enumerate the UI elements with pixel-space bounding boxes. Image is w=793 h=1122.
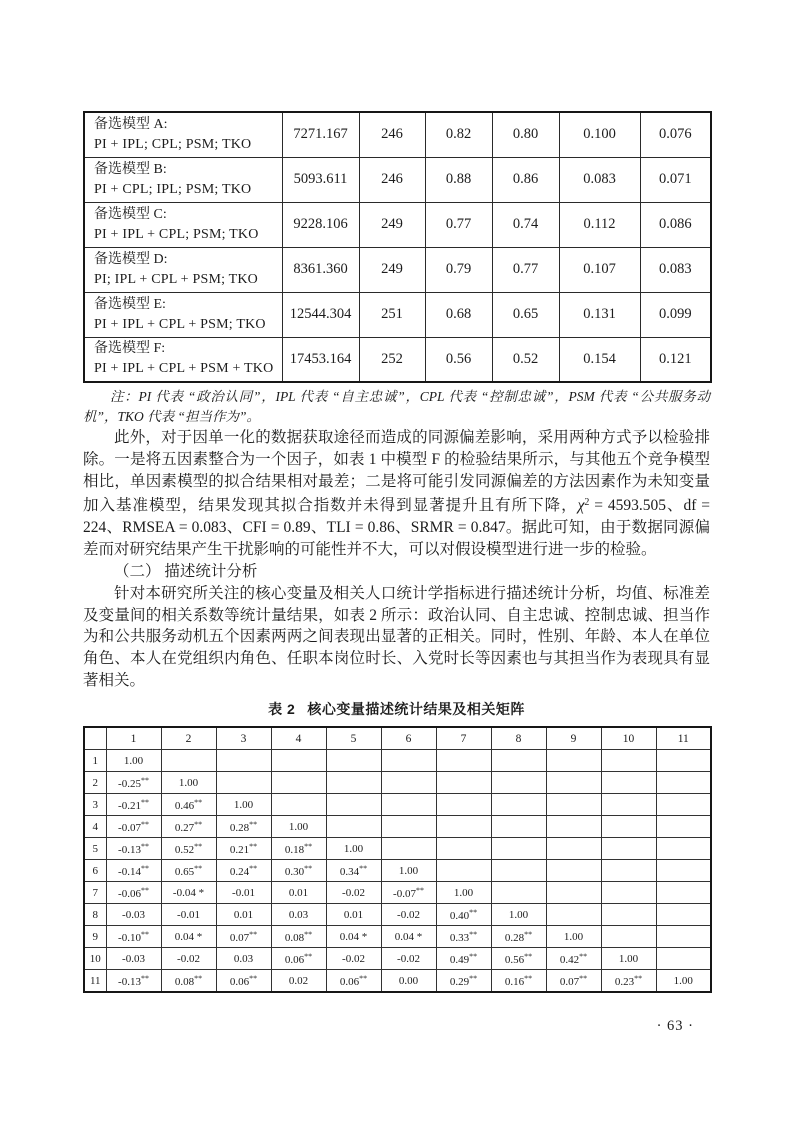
fit-stat-cell: 0.107 bbox=[559, 247, 640, 292]
correlation-cell: 0.04 * bbox=[326, 926, 381, 948]
model-label: 备选模型 B: bbox=[94, 161, 167, 177]
correlation-cell: 0.18** bbox=[271, 838, 326, 860]
fit-stat-cell: 0.56 bbox=[425, 337, 492, 382]
model-label: 备选模型 F: bbox=[94, 341, 166, 357]
model-fit-table-body bbox=[84, 112, 711, 382]
correlation-cell: 1.00 bbox=[271, 816, 326, 838]
correlation-cell: -0.04 * bbox=[161, 882, 216, 904]
correlation-cell: 0.06** bbox=[326, 970, 381, 992]
correlation-table-body bbox=[84, 750, 711, 992]
significance-marker: ** bbox=[249, 929, 258, 939]
correlation-row-header: 5 bbox=[84, 838, 106, 860]
model-spec: PI + IPL + CPL + PSM + TKO bbox=[94, 361, 274, 377]
correlation-cell: -0.07** bbox=[381, 882, 436, 904]
correlation-row-header: 8 bbox=[84, 904, 106, 926]
fit-stat-cell: 0.071 bbox=[640, 157, 711, 202]
model-label: 备选模型 C: bbox=[94, 206, 167, 222]
correlation-cell bbox=[601, 816, 656, 838]
correlation-cell: 1.00 bbox=[491, 904, 546, 926]
correlation-cell: 0.40** bbox=[436, 904, 491, 926]
correlation-cell: 0.52** bbox=[161, 838, 216, 860]
correlation-cell bbox=[656, 750, 711, 772]
correlation-cell: -0.02 bbox=[381, 904, 436, 926]
significance-marker: ** bbox=[359, 973, 368, 983]
fit-stat-cell: 0.076 bbox=[640, 112, 711, 157]
model-spec: PI + IPL + CPL + PSM; TKO bbox=[94, 316, 266, 332]
significance-marker: ** bbox=[249, 819, 258, 829]
model-name-cell bbox=[84, 202, 282, 247]
fit-stat-cell: 0.154 bbox=[559, 337, 640, 382]
paragraph-method-bias bbox=[83, 427, 710, 561]
correlation-cell: -0.03 bbox=[106, 904, 161, 926]
correlation-cell: 0.08** bbox=[161, 970, 216, 992]
correlation-cell: 0.65** bbox=[161, 860, 216, 882]
fit-stat-cell: 5093.611 bbox=[282, 157, 359, 202]
correlation-cell: 0.46** bbox=[161, 794, 216, 816]
significance-marker: ** bbox=[194, 797, 203, 807]
table2-title-label: 表 2 bbox=[268, 700, 296, 717]
table-note: 注：PI 代表 “政治认同”，IPL 代表 “自主忠诚”，CPL 代表 “控制忠诚”，PSM 代表 “公共服务动机”，TKO 代表 “担当作为”。 bbox=[83, 389, 710, 424]
correlation-cell bbox=[436, 794, 491, 816]
correlation-cell: -0.02 bbox=[326, 882, 381, 904]
model-name-cell bbox=[84, 157, 282, 202]
correlation-cell bbox=[546, 750, 601, 772]
chi-exponent: 2 bbox=[584, 497, 590, 509]
correlation-cell: 1.00 bbox=[546, 926, 601, 948]
correlation-cell: 0.27** bbox=[161, 816, 216, 838]
fit-stat-cell: 0.112 bbox=[559, 202, 640, 247]
correlation-row-header: 3 bbox=[84, 794, 106, 816]
correlation-col-header: 4 bbox=[271, 727, 326, 750]
fit-stat-cell: 0.52 bbox=[492, 337, 559, 382]
significance-marker: ** bbox=[140, 929, 149, 939]
fit-stat-cell: 249 bbox=[359, 202, 425, 247]
correlation-col-header: 5 bbox=[326, 727, 381, 750]
fit-stat-cell: 7271.167 bbox=[282, 112, 359, 157]
fit-stat-cell: 246 bbox=[359, 112, 425, 157]
significance-marker: ** bbox=[140, 973, 149, 983]
fit-stat-cell: 0.77 bbox=[425, 202, 492, 247]
fit-stat-cell: 0.82 bbox=[425, 112, 492, 157]
correlation-cell bbox=[381, 816, 436, 838]
correlation-cell bbox=[546, 772, 601, 794]
correlation-cell: 0.23** bbox=[601, 970, 656, 992]
section-heading: （二） 描述统计分析 bbox=[114, 562, 258, 580]
correlation-cell: 0.01 bbox=[326, 904, 381, 926]
correlation-cell bbox=[326, 772, 381, 794]
significance-marker: ** bbox=[194, 819, 203, 829]
correlation-cell: 0.29** bbox=[436, 970, 491, 992]
correlation-cell: 0.33** bbox=[436, 926, 491, 948]
correlation-col-header: 8 bbox=[491, 727, 546, 750]
correlation-cell: -0.01 bbox=[216, 882, 271, 904]
paragraph-method-text-after: = 4593.505、df = 224、RMSEA = 0.083、CFI = 0.89、TLI = 0.86、SRMR = 0.847。据此可知，由于数据同源偏差而对研究结果产生干扰影响的可能性并不大，可以对假设模型进行进一步的检验。 bbox=[83, 497, 710, 558]
correlation-cell: -0.21** bbox=[106, 794, 161, 816]
model-spec: PI + IPL; CPL; PSM; TKO bbox=[94, 136, 252, 152]
significance-marker: ** bbox=[524, 929, 533, 939]
correlation-cell bbox=[491, 838, 546, 860]
fit-stat-cell: 246 bbox=[359, 157, 425, 202]
correlation-cell: -0.13** bbox=[106, 838, 161, 860]
model-name-cell bbox=[84, 337, 282, 382]
correlation-cell bbox=[656, 882, 711, 904]
correlation-cell: 0.07** bbox=[546, 970, 601, 992]
correlation-cell: 0.30** bbox=[271, 860, 326, 882]
correlation-cell: 0.04 * bbox=[161, 926, 216, 948]
significance-marker: ** bbox=[304, 863, 313, 873]
model-name-cell bbox=[84, 112, 282, 157]
correlation-cell bbox=[436, 838, 491, 860]
significance-marker: ** bbox=[469, 929, 478, 939]
correlation-header-row bbox=[84, 727, 711, 750]
correlation-cell: 0.01 bbox=[216, 904, 271, 926]
model-row bbox=[84, 202, 711, 247]
significance-marker: ** bbox=[524, 973, 533, 983]
correlation-cell: 0.03 bbox=[271, 904, 326, 926]
chi-symbol: χ bbox=[577, 497, 585, 515]
correlation-cell bbox=[326, 750, 381, 772]
correlation-cell bbox=[271, 794, 326, 816]
significance-marker: ** bbox=[304, 951, 313, 961]
correlation-cell bbox=[326, 794, 381, 816]
correlation-cell: 0.06** bbox=[216, 970, 271, 992]
correlation-cell bbox=[656, 838, 711, 860]
correlation-cell: 0.16** bbox=[491, 970, 546, 992]
correlation-cell bbox=[436, 772, 491, 794]
correlation-cell bbox=[381, 750, 436, 772]
model-name-cell bbox=[84, 292, 282, 337]
correlation-col-header: 7 bbox=[436, 727, 491, 750]
paragraph-descriptive: 针对本研究所关注的核心变量及相关人口统计学指标进行描述统计分析，均值、标准差及变量间的相关系数等统计量结果，如表 2 所示：政治认同、自主忠诚、控制忠诚、担当作为和公共服务动机五个因素两两之间表现出显著的正相关。同时，性别、年龄、本人在单位角色、本人在党组织内角色、任职本岗位时长、入党时长等因素也与其担当作为表现具有显著相关。 bbox=[83, 584, 710, 689]
correlation-cell bbox=[216, 750, 271, 772]
correlation-cell bbox=[436, 860, 491, 882]
correlation-cell bbox=[491, 794, 546, 816]
fit-stat-cell: 251 bbox=[359, 292, 425, 337]
model-row bbox=[84, 247, 711, 292]
correlation-cell bbox=[381, 794, 436, 816]
correlation-cell bbox=[601, 838, 656, 860]
page-number: · 63 · bbox=[656, 1018, 694, 1034]
correlation-cell: 1.00 bbox=[381, 860, 436, 882]
correlation-cell bbox=[546, 838, 601, 860]
correlation-cell: 1.00 bbox=[216, 794, 271, 816]
model-row bbox=[84, 157, 711, 202]
correlation-cell bbox=[546, 860, 601, 882]
correlation-row-header: 6 bbox=[84, 860, 106, 882]
correlation-cell: 0.02 bbox=[271, 970, 326, 992]
correlation-col-header: 10 bbox=[601, 727, 656, 750]
correlation-row bbox=[84, 794, 711, 816]
model-fit-table bbox=[83, 111, 712, 383]
correlation-cell: 1.00 bbox=[326, 838, 381, 860]
correlation-row bbox=[84, 860, 711, 882]
model-spec: PI + IPL + CPL; PSM; TKO bbox=[94, 226, 259, 242]
significance-marker: ** bbox=[579, 951, 588, 961]
correlation-row bbox=[84, 882, 711, 904]
correlation-cell bbox=[656, 904, 711, 926]
correlation-col-header: 9 bbox=[546, 727, 601, 750]
correlation-col-header: 1 bbox=[106, 727, 161, 750]
fit-stat-cell: 17453.164 bbox=[282, 337, 359, 382]
fit-stat-cell: 0.083 bbox=[559, 157, 640, 202]
correlation-row bbox=[84, 926, 711, 948]
model-row bbox=[84, 292, 711, 337]
correlation-cell bbox=[656, 816, 711, 838]
correlation-cell: 0.28** bbox=[491, 926, 546, 948]
correlation-row-header: 7 bbox=[84, 882, 106, 904]
correlation-cell: -0.06** bbox=[106, 882, 161, 904]
correlation-cell: 0.49** bbox=[436, 948, 491, 970]
table2-title bbox=[83, 699, 710, 719]
correlation-cell: 0.24** bbox=[216, 860, 271, 882]
fit-stat-cell: 0.88 bbox=[425, 157, 492, 202]
correlation-cell bbox=[601, 882, 656, 904]
correlation-cell bbox=[601, 772, 656, 794]
correlation-cell: 1.00 bbox=[656, 970, 711, 992]
page-content bbox=[83, 111, 710, 993]
fit-stat-cell: 0.099 bbox=[640, 292, 711, 337]
fit-stat-cell: 0.086 bbox=[640, 202, 711, 247]
correlation-cell: -0.25** bbox=[106, 772, 161, 794]
correlation-cell: 0.42** bbox=[546, 948, 601, 970]
correlation-cell bbox=[216, 772, 271, 794]
significance-marker: ** bbox=[140, 885, 149, 895]
correlation-col-header: 11 bbox=[656, 727, 711, 750]
model-spec: PI; IPL + CPL + PSM; TKO bbox=[94, 271, 258, 287]
correlation-cell bbox=[491, 816, 546, 838]
correlation-cell: -0.02 bbox=[381, 948, 436, 970]
correlation-cell: 0.08** bbox=[271, 926, 326, 948]
correlation-cell bbox=[381, 772, 436, 794]
model-row bbox=[84, 112, 711, 157]
correlation-cell bbox=[601, 904, 656, 926]
fit-stat-cell: 252 bbox=[359, 337, 425, 382]
correlation-row-header: 1 bbox=[84, 750, 106, 772]
correlation-cell: -0.01 bbox=[161, 904, 216, 926]
correlation-cell: -0.03 bbox=[106, 948, 161, 970]
significance-marker: ** bbox=[140, 819, 149, 829]
significance-marker: ** bbox=[194, 973, 203, 983]
table2-title-text: 核心变量描述统计结果及相关矩阵 bbox=[307, 700, 525, 717]
significance-marker: ** bbox=[140, 797, 149, 807]
fit-stat-cell: 0.80 bbox=[492, 112, 559, 157]
significance-marker: ** bbox=[140, 775, 149, 785]
correlation-cell: 0.01 bbox=[271, 882, 326, 904]
correlation-cell bbox=[381, 838, 436, 860]
fit-stat-cell: 0.131 bbox=[559, 292, 640, 337]
significance-marker: ** bbox=[194, 841, 203, 851]
correlation-row-header: 4 bbox=[84, 816, 106, 838]
significance-marker: ** bbox=[634, 973, 643, 983]
significance-marker: ** bbox=[469, 951, 478, 961]
correlation-row bbox=[84, 970, 711, 992]
correlation-table-header bbox=[84, 727, 711, 750]
correlation-cell bbox=[656, 772, 711, 794]
significance-marker: ** bbox=[415, 885, 424, 895]
correlation-col-header: 3 bbox=[216, 727, 271, 750]
correlation-row bbox=[84, 838, 711, 860]
correlation-cell bbox=[656, 948, 711, 970]
correlation-cell: -0.07** bbox=[106, 816, 161, 838]
significance-marker: ** bbox=[140, 841, 149, 851]
fit-stat-cell: 0.65 bbox=[492, 292, 559, 337]
correlation-cell bbox=[491, 882, 546, 904]
fit-stat-cell: 0.083 bbox=[640, 247, 711, 292]
fit-stat-cell: 0.86 bbox=[492, 157, 559, 202]
significance-marker: ** bbox=[249, 841, 258, 851]
significance-marker: ** bbox=[469, 973, 478, 983]
correlation-cell: 1.00 bbox=[601, 948, 656, 970]
correlation-cell: 0.34** bbox=[326, 860, 381, 882]
correlation-cell: -0.02 bbox=[161, 948, 216, 970]
correlation-col-header: 6 bbox=[381, 727, 436, 750]
correlation-cell bbox=[271, 750, 326, 772]
correlation-cell bbox=[271, 772, 326, 794]
fit-stat-cell: 9228.106 bbox=[282, 202, 359, 247]
correlation-cell bbox=[546, 794, 601, 816]
correlation-col-header: 2 bbox=[161, 727, 216, 750]
correlation-cell bbox=[436, 750, 491, 772]
correlation-cell bbox=[601, 926, 656, 948]
correlation-row-header: 9 bbox=[84, 926, 106, 948]
fit-stat-cell: 0.68 bbox=[425, 292, 492, 337]
significance-marker: ** bbox=[249, 973, 258, 983]
correlation-cell bbox=[601, 794, 656, 816]
correlation-table bbox=[83, 726, 712, 993]
correlation-cell bbox=[546, 904, 601, 926]
correlation-cell bbox=[326, 816, 381, 838]
fit-stat-cell: 0.77 bbox=[492, 247, 559, 292]
correlation-row bbox=[84, 948, 711, 970]
correlation-row-header: 10 bbox=[84, 948, 106, 970]
correlation-cell: 1.00 bbox=[436, 882, 491, 904]
fit-stat-cell: 0.121 bbox=[640, 337, 711, 382]
correlation-cell: 1.00 bbox=[161, 772, 216, 794]
correlation-row bbox=[84, 750, 711, 772]
correlation-cell bbox=[491, 772, 546, 794]
significance-marker: ** bbox=[359, 863, 368, 873]
correlation-cell bbox=[546, 816, 601, 838]
significance-marker: ** bbox=[140, 863, 149, 873]
correlation-cell: 0.56** bbox=[491, 948, 546, 970]
model-spec: PI + CPL; IPL; PSM; TKO bbox=[94, 181, 252, 197]
correlation-cell bbox=[436, 816, 491, 838]
significance-marker: ** bbox=[304, 929, 313, 939]
significance-marker: ** bbox=[194, 863, 203, 873]
correlation-cell bbox=[656, 860, 711, 882]
fit-stat-cell: 249 bbox=[359, 247, 425, 292]
correlation-cell: 0.04 * bbox=[381, 926, 436, 948]
significance-marker: ** bbox=[304, 841, 313, 851]
fit-stat-cell: 8361.360 bbox=[282, 247, 359, 292]
fit-stat-cell: 0.74 bbox=[492, 202, 559, 247]
correlation-cell bbox=[491, 860, 546, 882]
correlation-cell: -0.14** bbox=[106, 860, 161, 882]
paragraph-method-text-before: 此外，对于因单一化的数据获取途径而造成的同源偏差影响，采用两种方式予以检验排除。一是将五因素整合为一个因子，如表 1 中模型 F 的检验结果所示，与其他五个竞争模型相比，单因素模型的拟合结果相对最差；二是将可能引发同源偏差的方法因素作为未知变量加入基准模型，结果发现其拟合指数并未得到显著提升且有所下降， bbox=[83, 429, 710, 515]
significance-marker: ** bbox=[469, 907, 478, 917]
correlation-cell: 0.00 bbox=[381, 970, 436, 992]
correlation-cell: 0.21** bbox=[216, 838, 271, 860]
correlation-cell: -0.10** bbox=[106, 926, 161, 948]
correlation-cell bbox=[491, 750, 546, 772]
model-label: 备选模型 A: bbox=[94, 116, 168, 132]
significance-marker: ** bbox=[524, 951, 533, 961]
fit-stat-cell: 12544.304 bbox=[282, 292, 359, 337]
correlation-cell bbox=[601, 860, 656, 882]
correlation-row bbox=[84, 772, 711, 794]
model-name-cell bbox=[84, 247, 282, 292]
correlation-row bbox=[84, 904, 711, 926]
correlation-cell: 0.07** bbox=[216, 926, 271, 948]
correlation-col-header bbox=[84, 727, 106, 750]
model-label: 备选模型 E: bbox=[94, 296, 166, 312]
significance-marker: ** bbox=[579, 973, 588, 983]
correlation-cell: -0.13** bbox=[106, 970, 161, 992]
significance-marker: ** bbox=[249, 863, 258, 873]
correlation-cell: 0.03 bbox=[216, 948, 271, 970]
correlation-cell: -0.02 bbox=[326, 948, 381, 970]
correlation-row-header: 11 bbox=[84, 970, 106, 992]
correlation-cell: 0.06** bbox=[271, 948, 326, 970]
model-row bbox=[84, 337, 711, 382]
model-label: 备选模型 D: bbox=[94, 251, 168, 267]
correlation-cell: 0.28** bbox=[216, 816, 271, 838]
correlation-cell bbox=[656, 926, 711, 948]
correlation-row-header: 2 bbox=[84, 772, 106, 794]
correlation-cell bbox=[546, 882, 601, 904]
correlation-cell bbox=[656, 794, 711, 816]
correlation-row bbox=[84, 816, 711, 838]
correlation-cell: 1.00 bbox=[106, 750, 161, 772]
correlation-cell bbox=[161, 750, 216, 772]
fit-stat-cell: 0.79 bbox=[425, 247, 492, 292]
fit-stat-cell: 0.100 bbox=[559, 112, 640, 157]
correlation-cell bbox=[601, 750, 656, 772]
